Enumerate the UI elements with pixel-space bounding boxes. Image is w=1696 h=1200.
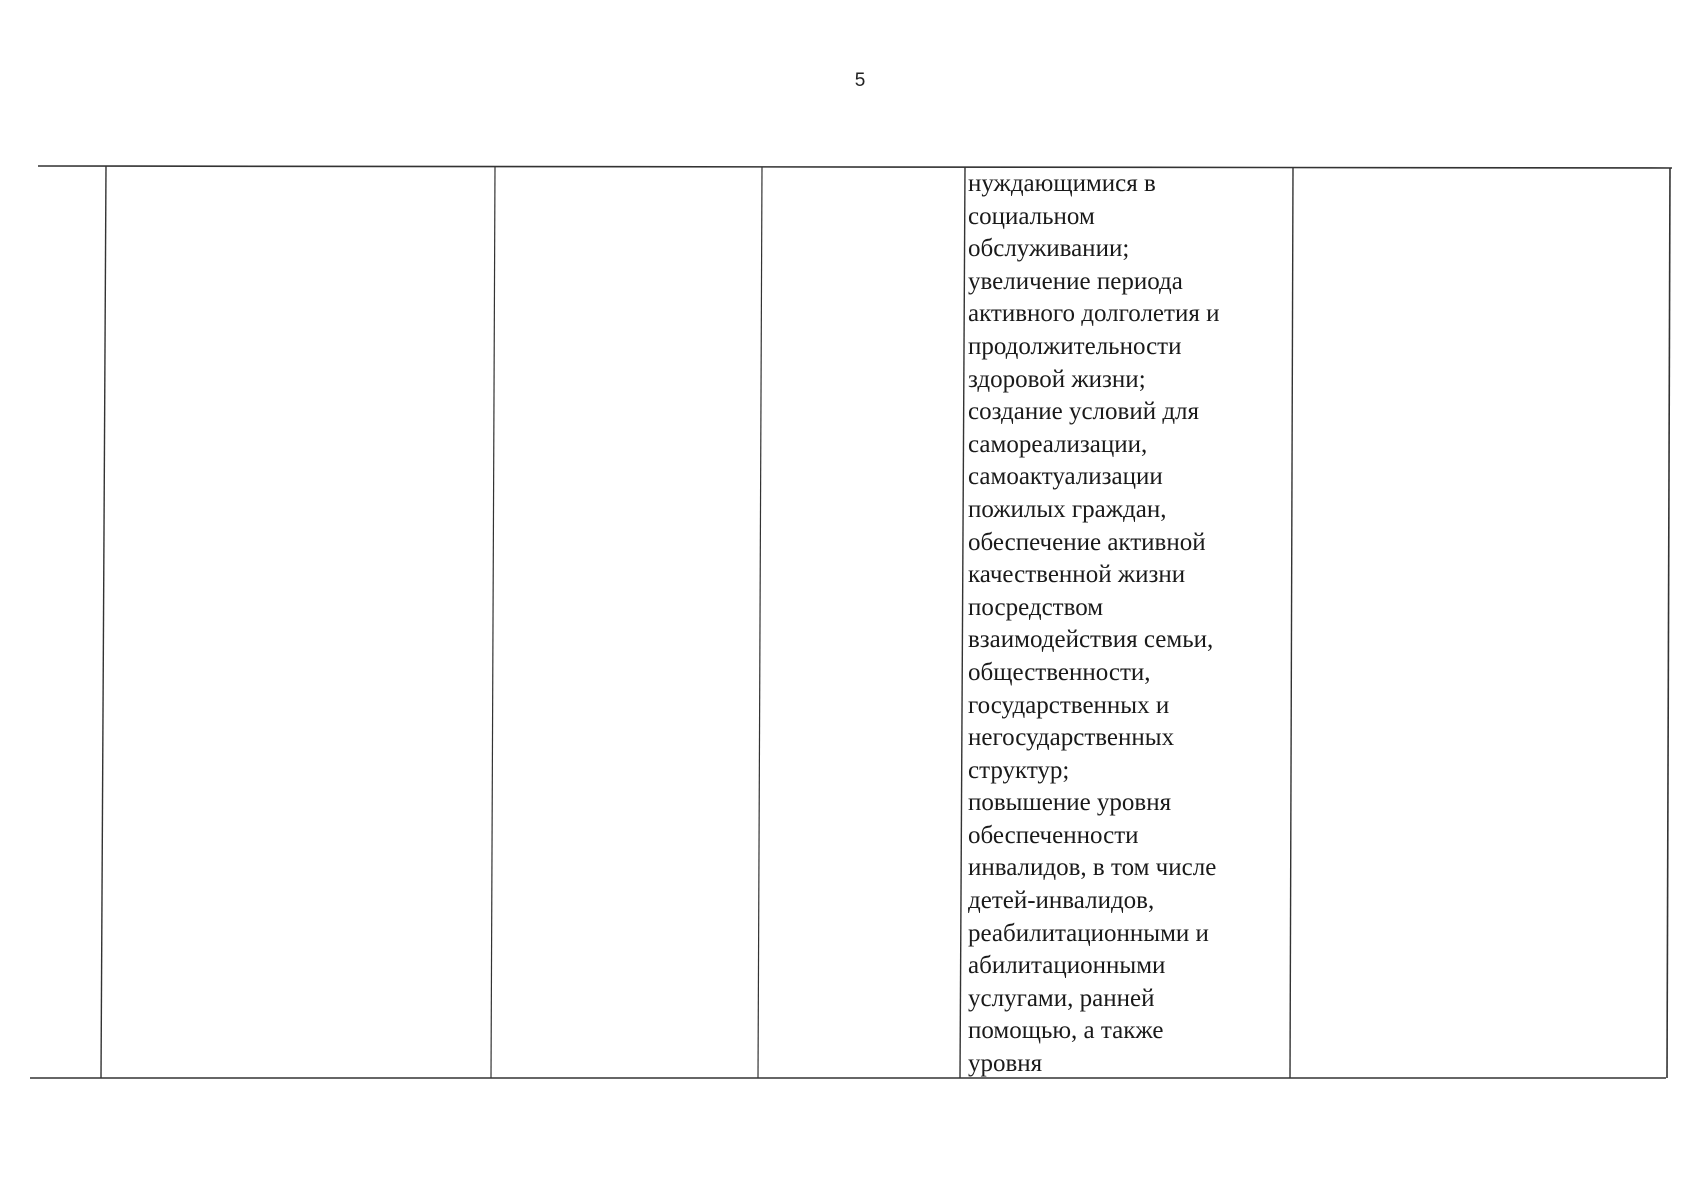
cell-line: государственных и bbox=[968, 691, 1170, 719]
column-divider-2 bbox=[491, 167, 495, 1078]
cell-line: уровня bbox=[968, 1050, 1043, 1078]
cell-line: социальном bbox=[968, 202, 1095, 230]
cell-line: услугами, ранней bbox=[968, 984, 1155, 1012]
table-right-border bbox=[1667, 168, 1670, 1078]
cell-line: детей-инвалидов, bbox=[968, 887, 1155, 915]
cell-line: увеличение периода bbox=[968, 267, 1183, 295]
table-top-border bbox=[38, 166, 1672, 168]
cell-line: негосударственных bbox=[968, 724, 1175, 752]
cell-line: нуждающимися в bbox=[968, 170, 1156, 197]
cell-line: общественности, bbox=[968, 658, 1151, 686]
cell-line: создание условий для bbox=[968, 398, 1200, 426]
cell-line: продолжительности bbox=[968, 332, 1182, 360]
cell-line: активного долголетия и bbox=[968, 300, 1220, 328]
cell-line: повышение уровня bbox=[968, 789, 1172, 817]
cell-line: пожилых граждан, bbox=[968, 495, 1167, 523]
cell-line: взаимодействия семьи, bbox=[968, 626, 1214, 654]
cell-line: самореализации, bbox=[968, 430, 1148, 458]
cell-line: качественной жизни bbox=[968, 561, 1186, 589]
cell-line: абилитационными bbox=[968, 952, 1166, 980]
cell-line: посредством bbox=[968, 593, 1104, 621]
table-cell-col5 bbox=[968, 168, 1288, 1081]
cell-line: инвалидов, в том числе bbox=[968, 854, 1217, 882]
page-number: 5 bbox=[854, 70, 866, 91]
column-divider-1 bbox=[101, 166, 106, 1078]
column-divider-3 bbox=[758, 167, 762, 1078]
cell-line: структур; bbox=[968, 756, 1070, 784]
column-divider-5 bbox=[1290, 168, 1293, 1078]
cell-line: здоровой жизни; bbox=[968, 365, 1146, 393]
cell-line: обеспечение активной bbox=[968, 528, 1206, 556]
cell-line: реабилитационными и bbox=[968, 919, 1209, 947]
cell-line: помощью, а также bbox=[968, 1017, 1164, 1045]
cell-line: обеспеченности bbox=[968, 821, 1139, 849]
cell-line: обслуживании; bbox=[968, 235, 1130, 263]
cell-line: самоактуализации bbox=[968, 463, 1163, 491]
column-divider-4 bbox=[960, 167, 965, 1078]
